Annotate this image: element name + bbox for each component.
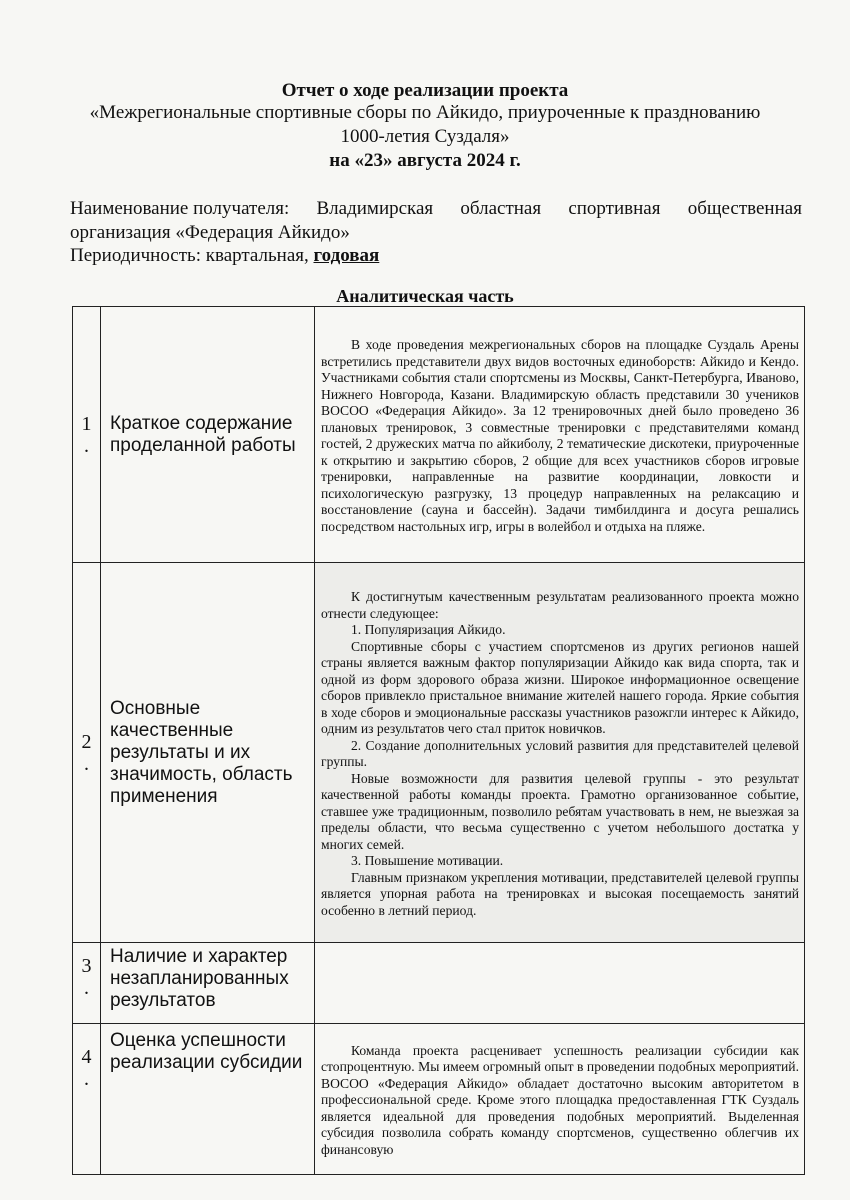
report-title: Отчет о ходе реализации проекта <box>281 80 569 101</box>
table-row <box>73 943 805 1024</box>
row-number: 1 . <box>73 307 101 563</box>
recipient-word: общественная <box>687 198 802 219</box>
analytics-table <box>72 306 805 1175</box>
row-label: Наличие и характер незапланированных результатов <box>101 943 315 1024</box>
row-content <box>315 1024 805 1175</box>
project-name-line-1: «Межрегиональные спортивные сборы по Айкидо, приуроченные к празднованию <box>89 102 761 123</box>
row-number: 2 . <box>73 563 101 943</box>
row-label: Оценка успешности реализации субсидии <box>101 1024 315 1175</box>
recipient-label: Наименование получателя: <box>70 198 290 219</box>
paragraph: 1. Популяризация Айкидо. <box>351 622 506 637</box>
periodicity-value: годовая <box>313 245 380 266</box>
periodicity-label: Периодичность: квартальная, <box>70 245 309 266</box>
row-content <box>315 563 805 943</box>
recipient-name-cont: организация «Федерация Айкидо» <box>70 222 350 243</box>
table-row <box>73 1024 805 1175</box>
paragraph: К достигнутым качественным результатам реализованного проекта можно отнести следующее: <box>321 589 799 621</box>
table-row <box>73 563 805 943</box>
row-label: Краткое содержание проделанной работы <box>101 307 315 563</box>
periodicity-line <box>70 244 802 268</box>
paragraph: Команда проекта расценивает успешность реализации субсидии как стопроцентную. Мы имеем огромный опыт в проведении подобных мероприятий. ВОСОО «Федерация Айкидо» обладает достаточно высоким авторитетом в профессиональной среде. Кроме этого площадка предоставленная ГТК Суздаль является идеальной для проведения подобных мероприятий. Выделенная субсидия позволила собрать команду спортсменов, существенно облегчив их финансовую <box>321 1042 799 1157</box>
report-date: на «23» августа 2024 г. <box>329 150 521 171</box>
paragraph: 3. Повышение мотивации. <box>351 853 504 868</box>
recipient-word: спортивная <box>568 198 661 219</box>
row-label: Основные качественные результаты и их значимость, область применения <box>101 563 315 943</box>
row-content <box>315 307 805 563</box>
paragraph: Новые возможности для развития целевой группы - это результат качественной работы команды проекта. Грамотно организованное событие, ставшее уже традиционным, позволило ребятам участвовать в нем, не выезжая за пределы области, что весьма существенно с учетом небольшого достатка у многих семей. <box>321 770 799 852</box>
paragraph: Спортивные сборы с участием спортсменов из других регионов нашей страны является важным фактор популяризации Айкидо как вида спорта, так и одной из форм здорового образа жизни. Широкое информационное освещение сборов привлекло пристальное внимание жителей нашего города. Яркие события в ходе сборов и эмоциональные рассказы участников разожгли интерес к Айкидо, одним из результатов чего стал приток новичков. <box>321 638 799 736</box>
paragraph: В ходе проведения межрегиональных сборов на площадке Суздаль Арены встретились представители двух видов восточных единоборств: Айкидо и Кендо. Участниками события стали спортсмены из Москвы, Санкт-Петербурга, Иваново, Нижнего Новгорода, Казани. Владимирскую область представили 30 учеников ВОСОО «Федерация Айкидо». За 12 тренировочных дней было проведено 36 плановых тренировок, 3 совместные тренировки с представителями команд гостей, 2 дружеских матча по айкиболу, 2 тематические дискотеки, приуроченные к открытию и закрытию сборов, 2 общие для всех участников сборов игровые тренировки, направленные на развитие координации, ловкости и психологическую разгрузку, 13 процедур направленных на релаксацию и восстановление (сауна и бассейн). Задачи тимбилдинга и досуга решались посредством настольных игр, игры в волейбол и отдыха на пляже. <box>321 337 799 534</box>
recipient-word: областная <box>460 198 542 219</box>
section-title: Аналитическая часть <box>336 286 514 306</box>
recipient-word: Владимирская <box>316 198 434 219</box>
table-row <box>73 307 805 563</box>
paragraph: 2. Создание дополнительных условий развития для представителей целевой группы. <box>321 737 799 769</box>
project-name-line-2: 1000-летия Суздаля» <box>340 126 510 147</box>
row-number: 4 . <box>73 1024 101 1175</box>
row-content-empty <box>315 943 805 1024</box>
row-number: 3 . <box>73 943 101 1024</box>
recipient-block <box>70 197 802 245</box>
paragraph: Главным признаком укрепления мотивации, представителей целевой группы является упорная работа на тренировках и высокая посещаемость занятий особенно в летний период. <box>321 869 799 918</box>
